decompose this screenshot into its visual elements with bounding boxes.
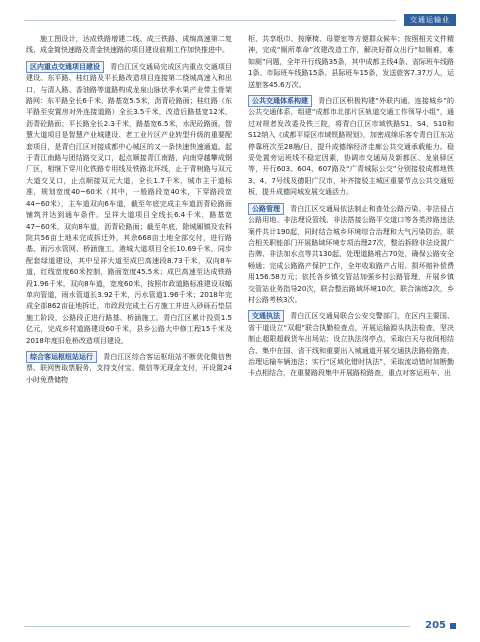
section-public-transport [248,95,454,199]
section-body: 青白江区交通局依法制止和查处公路污染、非法侵占公路用地、非法埋设管线、非法搭接公路平交道口等各类涉路违法案件共计190起，同时结合城乡环境综合治理和大气污染防治，联合相关职能部门开展路域环境专项治理27次，整治拆除非法设置广告牌、非法加水点等共130起，处理道路堆占70处，确保公路安全畅通；完成公路路产保护工作，全年收取路产占用、损坏赔补偿费用156.58万元；依托各乡镇交管站加强乡村公路管理，开展乡镇交管站业务指导20次，联合整治路域环境10次，联合演练2次，乡村公路考核3次。 [248,204,454,304]
section-traffic-enforcement [248,310,454,379]
section-hub-station [26,351,232,386]
section-body: 青白江区交通局完成区内重点交通项目建设。东平路、桂红路及平长路改造项目连接第二绕城高速入和出口，与清人路、香油路等道路构成龙泉山脉伏季水果产业带主骨架路网：东平路全长6千米，路基宽5.5米，沥青砼路面；桂红路（东平路至安置房对外连接道路）全长3.5千米，改造后路基宽12米，沥青砼路面；平长路全长2.3千米，路基宽6.5米，水泥砼路面。智慧大道项目是智慧产业城建设、老工业片区产业转型升级的重要配套项目，是青白江区对接成都中心城区的又一条快速快速通道。起于青江南路与团结路交叉口，起点顺接青江南路，向南穿越攀成钢厂区，相继下穿川化铁路专用线及铁路北环线，止于青树路与双元大道交叉口，止点顺接双元大道，全长1.7千米，城市主干道标准，规划宽度40~60米（其中，一般路段宽40米，下穿路段宽44~60米），主车道双向6车道，截至年底完成主车道沥青砼路面铺筑并达到通车条件。呈祥大道项目全线长6.4千米，路基宽47~60米，双向8车道，沥青砼路面；截至年底，除城厢镇及农科院共56亩土地未完成拆迁外，其余668亩土地全部交付，进行路基、雨污水管网、桥涵施工，港城大道项目全长10.69千米，同步配套绿道建设，其中呈祥大道至成巴高速段8.73千米，双向8车道，红线宽度60米控制，路面宽度45.5米；成巴高速至达成铁路段1.96千米，双向8车道，宽度60米，按照市政道路标准建设双幅单向管道，雨水管道长3.92千米，污水管道1.96千米；2018年完成全部862亩征地拆迁，市政段完成土石方施工并进入砂砾石垫层施工阶段，公路段正进行路基、桥涵施工。青白江区累计投资1.5亿元，完成乡村道路建设60千米，县乡公路大中修工程15千米及2018年度旧危桥改造项目建设。 [26,62,232,345]
intro-paragraph: 施工图设计，达成铁路增建二线、成三铁路、成绵高速第二复线、成金简快速路及青金快速路的项目建设前期工作加快推进中。 [26,35,232,55]
header-rule [24,20,396,21]
section-heading: 综合客运枢纽站运行 [26,351,97,363]
section-road-management [248,203,454,307]
footer-rule [24,626,410,627]
left-column [26,34,232,390]
section-heading: 公共交通体系构建 [248,95,312,107]
right-column [248,34,454,384]
section-body: 青白江区积极构建“外联内通、连接城乡”的公共交通体系，组建“成都市北部片区轨道交通工作领导小组”，通过对规者发改委及铁三院，将青白江区市域铁路S1、S4、S10和S12纳入《成都平原区市域铁路规划》，加密成绵乐客专青白江东站停靠班次至28趟/日，提升成德绵经济走廊公共交通承载能力。稳妥处置旁运班线不稳定因素，协调市交通局及新都区、龙泉驿区等，开行603、604、607路及“广青城际公交”分别接驳成都地铁3、4、7号线及德阳广汉市，补齐接驳主城区重要节点公共交通短板，提升成德同城发展交通活力。 [248,97,454,197]
page-footer [0,620,480,634]
section-body: 青白江区综合客运枢纽站不断优化微信售票、联网售取票服务，支持支付宝、微信等无现金支付，开设置24小时免费储物 [26,352,232,384]
page-number: 205 [425,620,446,631]
continued-paragraph: 柜、共享纸巾、按摩椅、母婴室等方便群众候车；按照相关文件精神，完成“厕所革命”改建改造工作，解决好群众出行“如厕难，难如厕”问题，全年开行线路35条，其中成都主线4条、省际班车线路1条、市际班车线路15条、县际班车15条，发送旅客7.37万人，运送旅客45.6万次。 [248,35,454,89]
section-heading: 公路管理 [248,203,284,215]
footer-square-icon [450,623,456,629]
section-body: 青白江区交通局联合公安交警部门，在区内主要国、省干道设立“双超”联合执勤检查点，开展运输源头执法检查，坚决制止超限超载货车出场站；设立执法岗亭点，采取白天与夜间相结合、集中在国、省干线和重要出入城通道开展交通执法路检路查，治理运输车辆违法；实行“区域化错时执法”，采取流动错时加断勤卡点相结合，在重要路段集中开展路检路查，重点对客运班车、出 [248,312,454,378]
section-tag: 交通运输业 [404,14,456,26]
section-heading: 交通执法 [248,310,284,322]
section-key-projects [26,61,232,347]
section-heading: 区内重点交通项目建设 [26,61,104,73]
running-header [24,14,456,26]
